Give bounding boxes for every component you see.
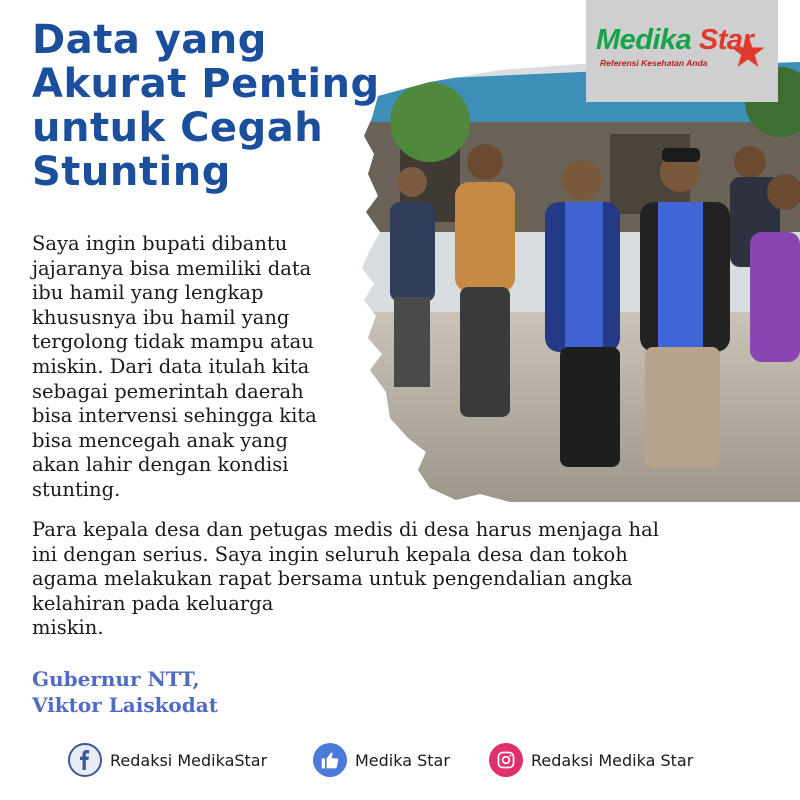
quote-line: sebagai pemerintah daerah xyxy=(32,379,304,403)
headline-line: Stunting xyxy=(32,149,231,195)
instagram-icon xyxy=(489,743,523,777)
logo-tagline: Referensi Kesehatan Anda xyxy=(600,58,708,68)
news-photo xyxy=(360,62,800,502)
headline-line: Data yang xyxy=(32,17,267,63)
facebook-icon xyxy=(68,743,102,777)
quote-line: stunting. xyxy=(32,477,121,501)
social-like[interactable] xyxy=(313,742,450,778)
attribution-name: Viktor Laiskodat xyxy=(32,693,218,717)
quote-line: Saya ingin bupati dibantu xyxy=(32,232,288,255)
quote-line: bisa mencegah anak yang xyxy=(32,428,288,452)
quote-line: ibu hamil yang lengkap xyxy=(32,281,264,305)
quote-line: miskin. xyxy=(32,616,104,640)
headline-line: untuk Cegah xyxy=(32,105,324,151)
headline-line: Akurat Penting xyxy=(32,61,380,107)
quote-line: kelahiran pada keluarga xyxy=(32,591,274,615)
like-icon xyxy=(313,743,347,777)
quote-line: bisa intervensi sehingga kita xyxy=(32,404,317,428)
logo-word-green: Medika xyxy=(596,24,699,56)
quote-line: jajaranya bisa memiliki data xyxy=(32,256,312,280)
quote-line: tergolong tidak mampu atau xyxy=(32,330,314,354)
logo-word-red: Star xyxy=(698,24,754,56)
quote-line: akan lahir dengan kondisi xyxy=(32,453,289,477)
medikastar-logo xyxy=(586,0,778,102)
quote-line: khususnya ibu hamil yang xyxy=(32,305,290,329)
attribution xyxy=(32,666,218,718)
star-icon xyxy=(730,34,766,70)
quote-second xyxy=(32,518,712,641)
social-instagram[interactable] xyxy=(489,742,693,778)
social-label: Redaksi Medika Star xyxy=(531,750,694,770)
quote-main xyxy=(32,232,352,503)
headline xyxy=(32,18,392,194)
social-label: Medika Star xyxy=(355,750,450,770)
quote-line: ini dengan serius. Saya ingin seluruh kepala desa dan tokoh xyxy=(32,542,628,566)
quote-line: agama melakukan rapat bersama untuk pengendalian angka xyxy=(32,567,633,591)
social-facebook[interactable] xyxy=(68,742,267,778)
attribution-title: Gubernur NTT, xyxy=(32,667,200,691)
social-label: Redaksi MedikaStar xyxy=(110,750,268,770)
quote-line: Para kepala desa dan petugas medis di desa harus menjaga hal xyxy=(32,518,659,541)
quote-line: miskin. Dari data itulah kita xyxy=(32,354,310,378)
